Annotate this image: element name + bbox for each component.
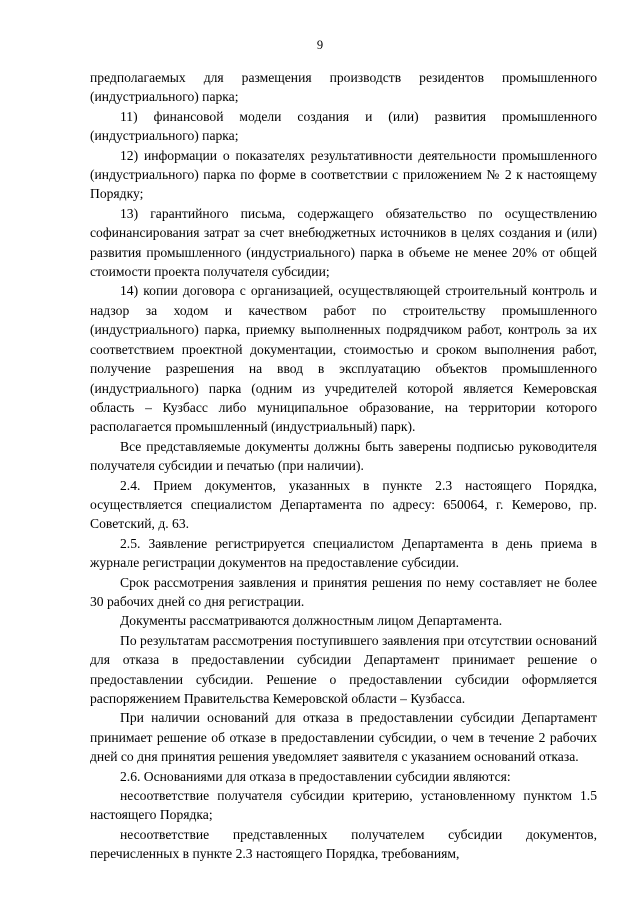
paragraph-official-review: Документы рассматриваются должностным лицом Департамента. xyxy=(120,613,503,629)
paragraph-item-14: 14) копии договора с организацией, осуществляющей строительный контроль и надзор за ходом и качеством работ по строительству промышленного (индустриального) парка, приемку выполненных подрядчиком работ, контроль за их соответствием проектной документации, стоимостью и сроком выполнения работ, получение разрешения на ввод в эксплуатацию объектов промышленного (индустриального) парка (одним из учредителей которой является Кемеровская область – Кузбасс либо муниципальное образование, на территории которого располагается промышленный (индустриальный) парк). xyxy=(90,283,597,435)
paragraph-list-continuation: предполагаемых для размещения производств резидентов промышленного (индустриального) парка; xyxy=(90,70,597,105)
paragraph-refusal-ground-criterion: несоответствие получателя субсидии критерию, установленному пунктом 1.5 настоящего Порядка; xyxy=(90,788,597,823)
paragraph-certification: Все представляемые документы должны быть заверены подписью руководителя получателя субсидии и печатью (при наличии). xyxy=(90,438,597,474)
paragraph-refusal-decision: При наличии оснований для отказа в предоставлении субсидии Департамент принимает решение об отказе в предоставлении субсидии, о чем в течение 2 рабочих дней со дня принятия решения уведомляет заявителя с указанием оснований отказа. xyxy=(90,710,597,765)
paragraph-2-6: 2.6. Основаниями для отказа в предоставлении субсидии являются: xyxy=(120,768,511,784)
page-number: 9 xyxy=(316,38,324,52)
paragraph-item-11: 11) финансовой модели создания и (или) развития промышленного (индустриального) парка; xyxy=(90,108,597,144)
paragraph-item-12: 12) информации о показателях результативности деятельности промышленного (индустриального) парка по форме в соответствии с приложением № 2 к настоящему Порядку; xyxy=(90,147,597,202)
document-body xyxy=(90,68,597,864)
paragraph-2-5: 2.5. Заявление регистрируется специалистом Департамента в день приема в журнале регистрации документов на предоставление субсидии. xyxy=(90,535,597,571)
paragraph-refusal-ground-documents: несоответствие представленных получателем субсидии документов, перечисленных в пункте 2.3 настоящего Порядка, требованиям, xyxy=(90,826,597,862)
paragraph-2-4: 2.4. Прием документов, указанных в пункте 2.3 настоящего Порядка, осуществляется специалистом Департамента по адресу: 650064, г. Кемерово, пр. Советский, д. 63. xyxy=(90,477,597,532)
paragraph-approval-decision: По результатам рассмотрения поступившего заявления при отсутствии оснований для отказа в предоставлении субсидии Департамент принимает решение о предоставлении субсидии. Решение о предоставлении субсидии оформляется распоряжением Правительства Кемеровской области – Кузбасса. xyxy=(90,632,597,706)
paragraph-review-term: Срок рассмотрения заявления и принятия решения по нему составляет не более 30 рабочих дней со дня регистрации. xyxy=(90,574,597,609)
paragraph-item-13: 13) гарантийного письма, содержащего обязательство по осуществлению софинансирования затрат за счет внебюджетных источников в целях создания и (или) развития промышленного (индустриального) парка в объеме не менее 20% от общей стоимости проекта получателя субсидии; xyxy=(90,205,597,280)
